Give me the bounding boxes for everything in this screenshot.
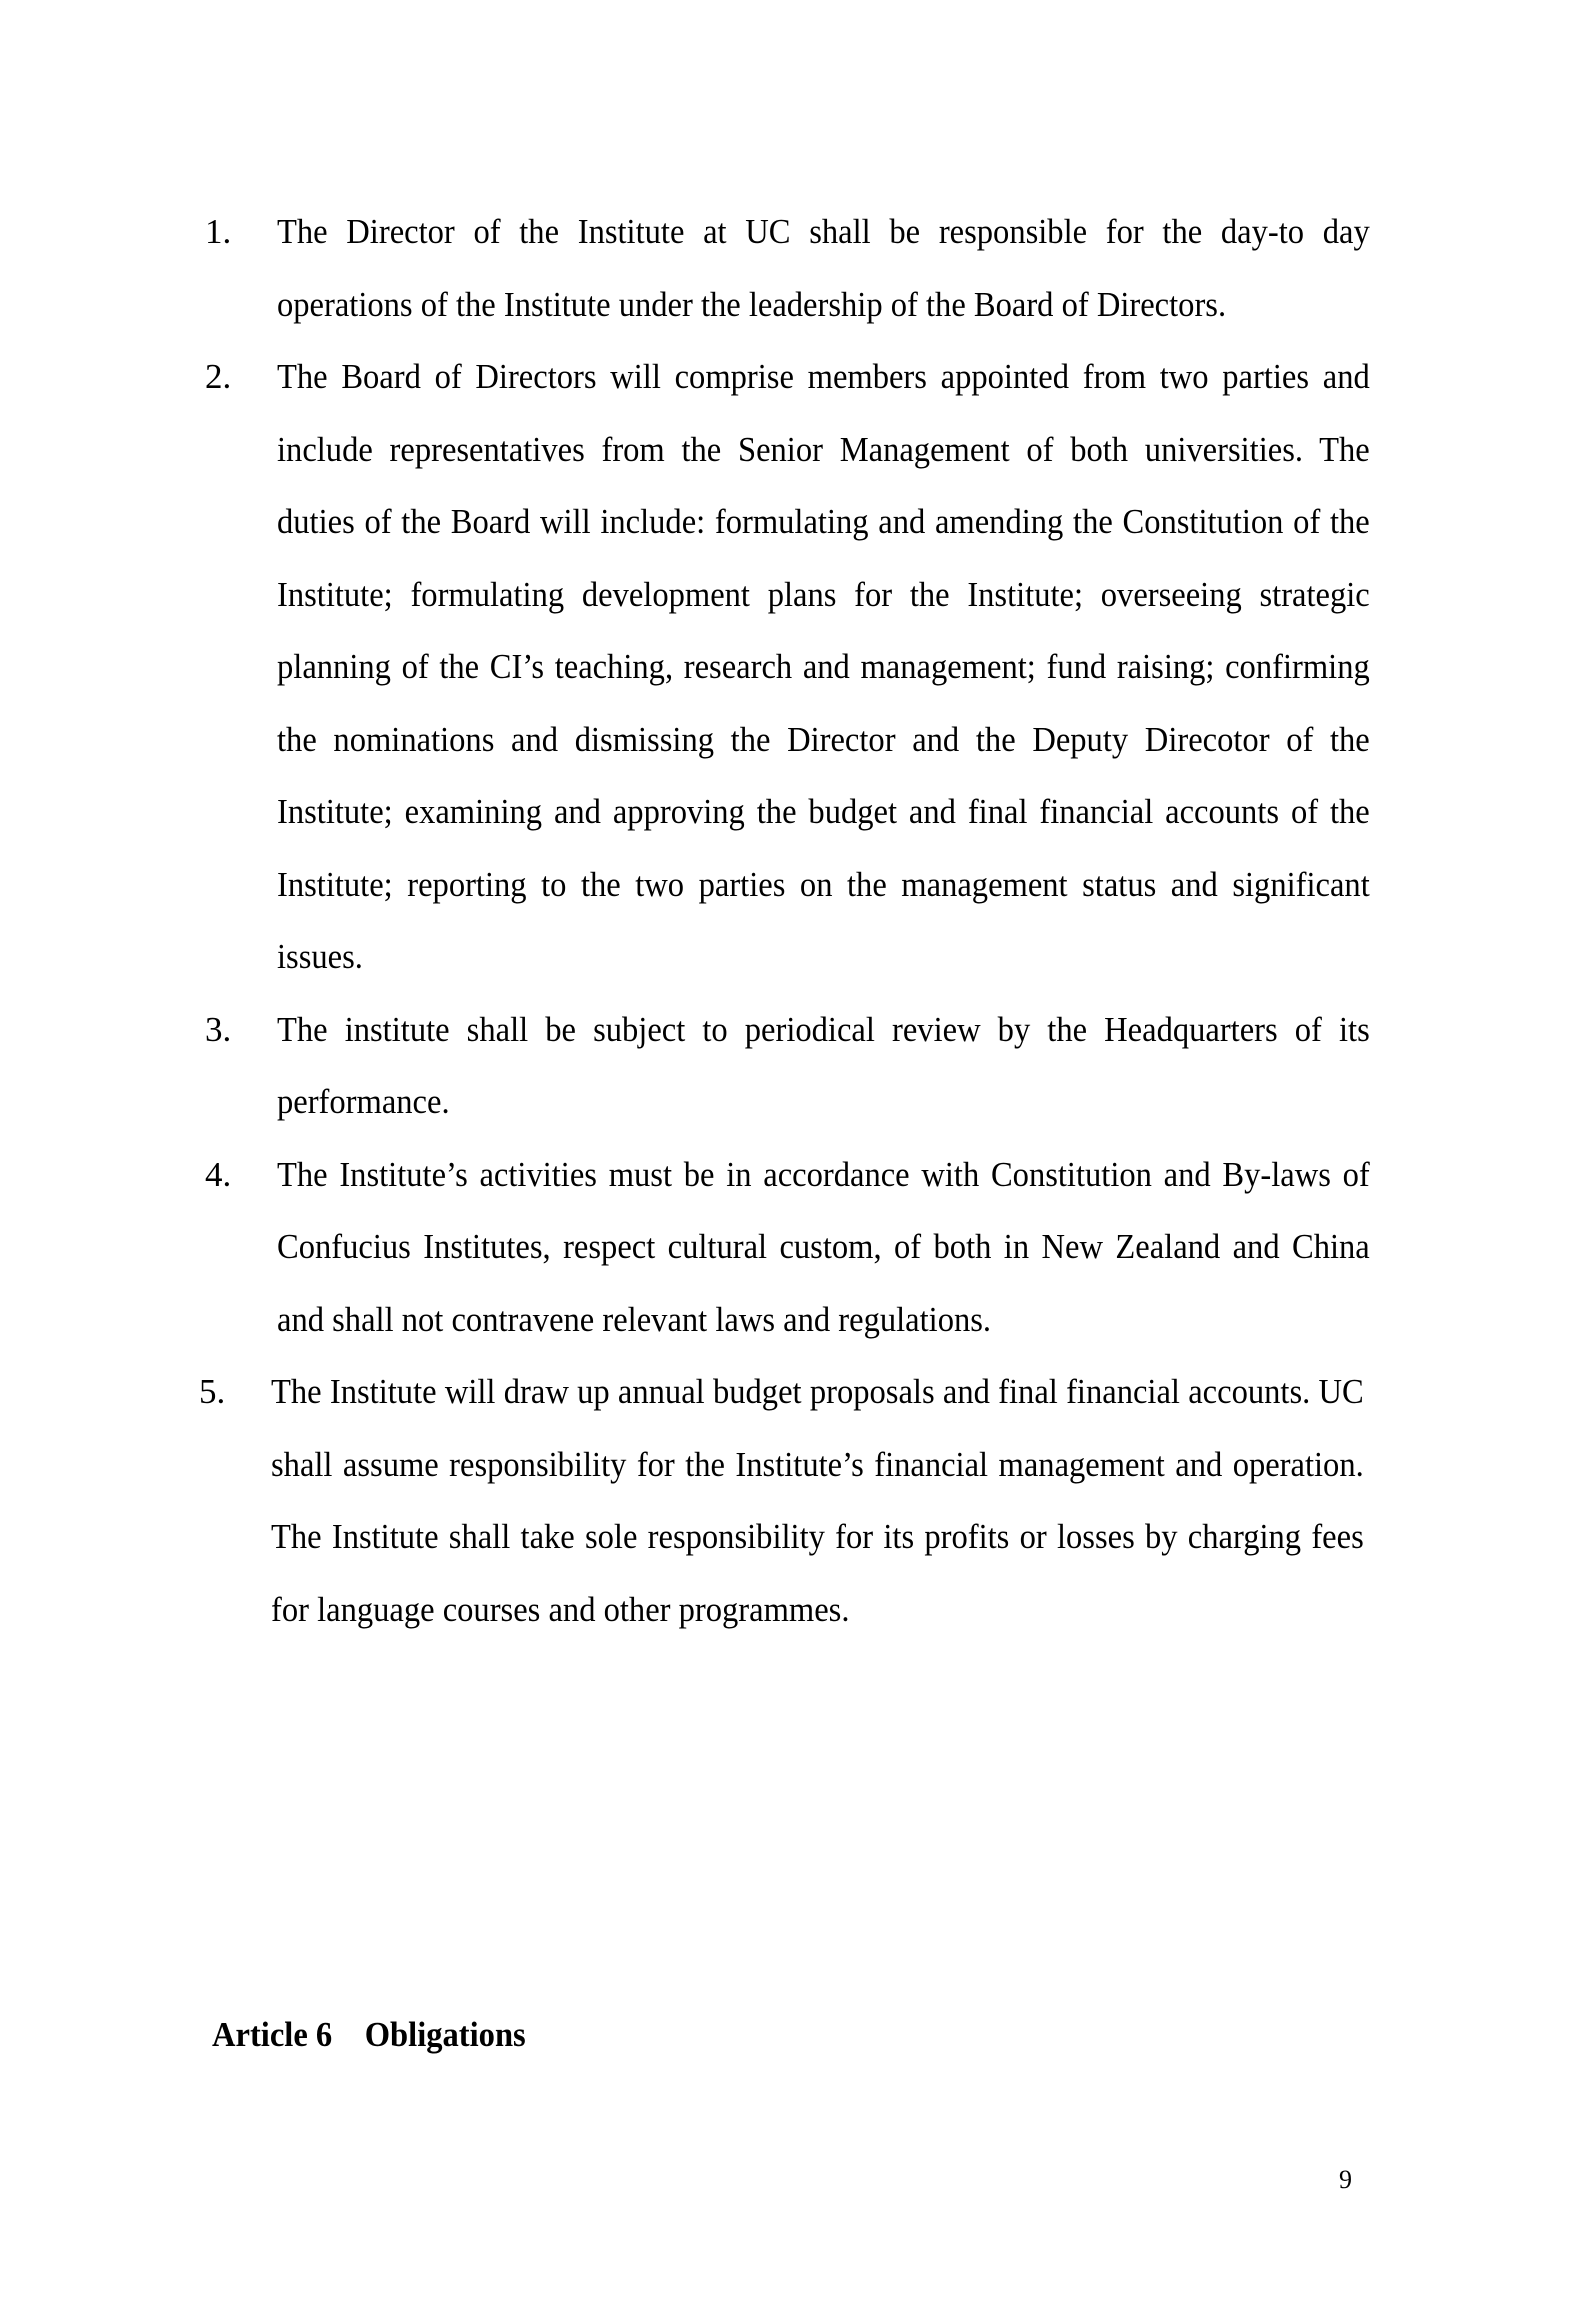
list-item-text: The Institute will draw up annual budget proposals and final financial accounts. UC shall assume responsibility for the Institute’s financial management and operation. The Institute shall take sole responsibility for its profits or losses by charging fees for language courses and other programmes. (271, 1372, 1364, 1629)
list-item-number: 3. (205, 1009, 232, 1049)
list-item (205, 1139, 1375, 1357)
list-item-text: The institute shall be subject to periodical review by the Headquarters of its performance. (277, 1009, 1370, 1121)
list-item-number: 2. (205, 357, 232, 396)
page-number: 9 (1339, 2165, 1352, 2194)
list-item-number: 1. (205, 212, 232, 251)
list-item-number: 5. (199, 1372, 226, 1411)
numbered-list (199, 196, 1375, 1646)
section-heading: Article 6 Obligations (212, 2015, 526, 2054)
list-item-number: 4. (205, 1154, 232, 1194)
list-item-text: The Institute’s activities must be in accordance with Constitution and By-laws of Confucius Institutes, respect cultural custom, of both in New Zealand and China and shall not contravene relevant laws and regulations. (277, 1154, 1370, 1339)
list-item (205, 196, 1375, 341)
list-item (205, 994, 1375, 1139)
list-item (205, 341, 1375, 994)
list-item-text: The Director of the Institute at UC shall be responsible for the day-to day operations of the Institute under the leadership of the Board of Directors. (277, 212, 1370, 324)
list-item (199, 1356, 1369, 1646)
list-item-text: The Board of Directors will comprise members appointed from two parties and include representatives from the Senior Management of both universities. The duties of the Board will include: formulating and amending the Constitution of the Institute; formulating development plans for the Institute; overseeing strategic planning of the CI’s teaching, research and management; fund raising; confirming the nominations and dismissing the Director and the Deputy Direcotor of the Institute; examining and approving the budget and final financial accounts of the Institute; reporting to the two parties on the management status and significant issues. (277, 357, 1370, 976)
